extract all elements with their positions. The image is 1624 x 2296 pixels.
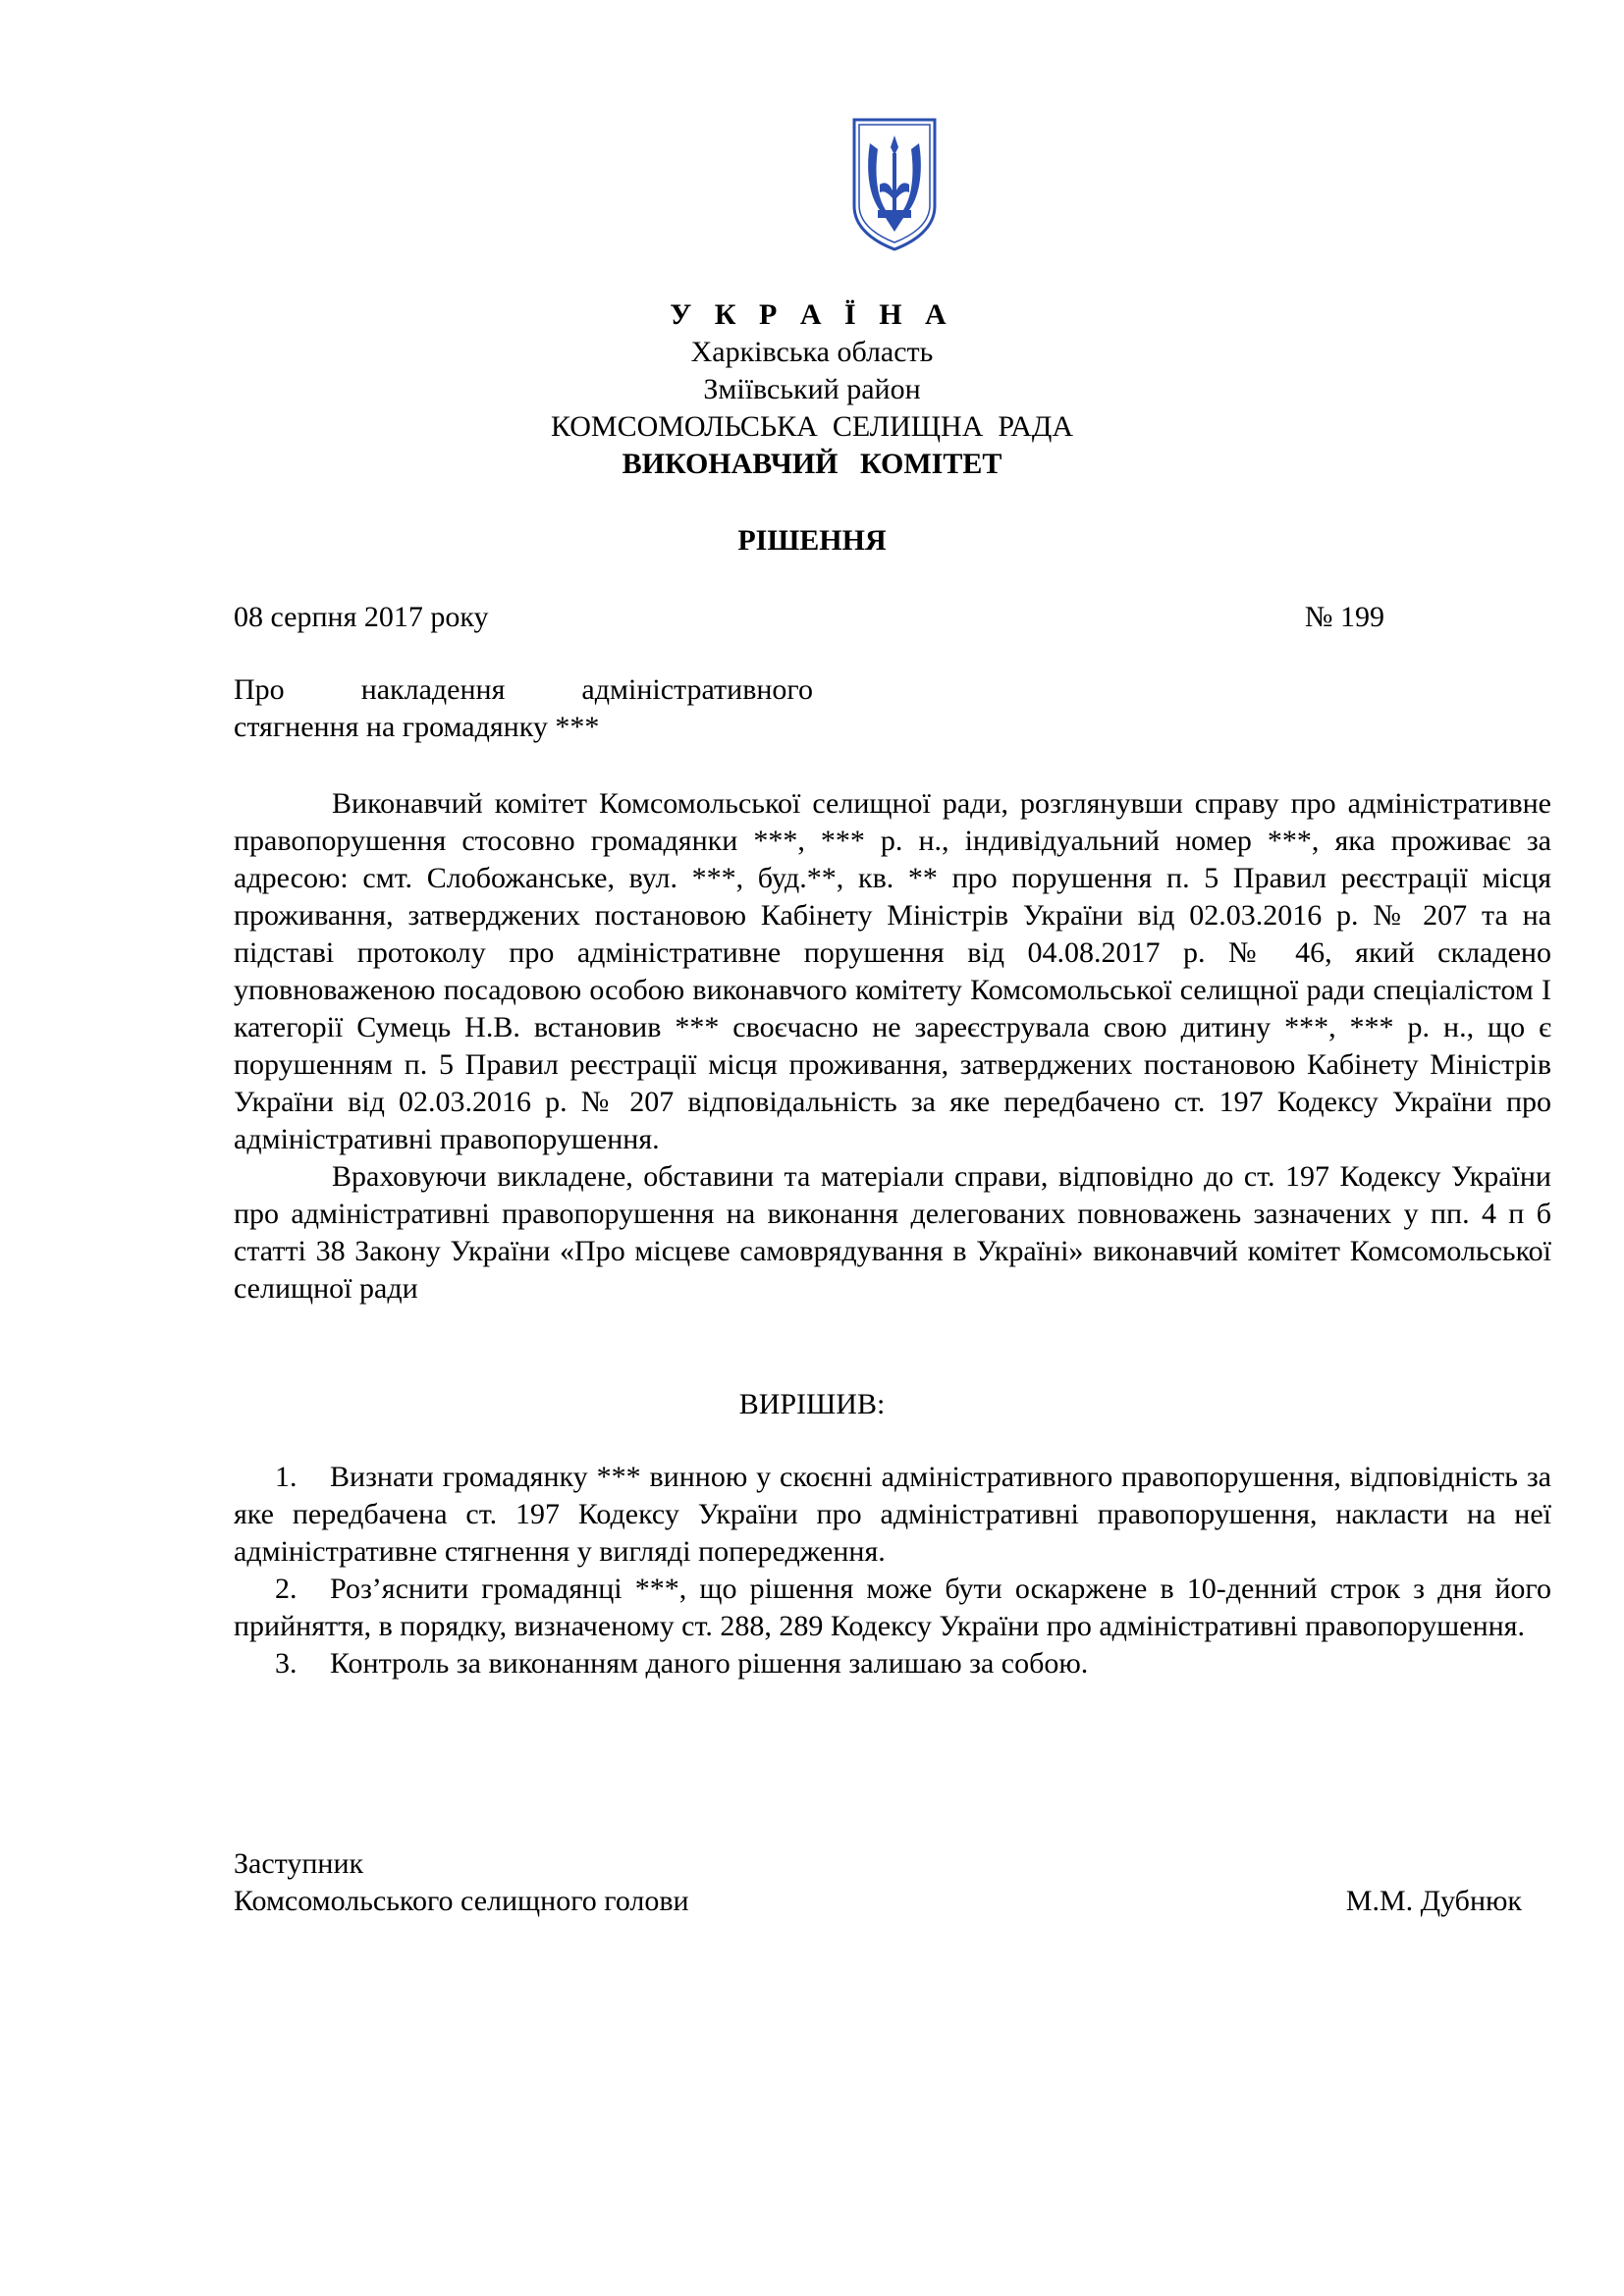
body-paragraph: Виконавчий комітет Комсомольської селищної ради, розглянувши справу про адміністративне правопорушення стосовно громадянки ***, *** р. н., індивідуальний номер ***, яка проживає за адресою: смт. Слобожанське, вул. ***, буд.**, кв. ** про порушення п. 5 Правил реєстрації місця проживання, затверджених постановою Кабінету Міністрів України від 02.03.2016 р. № 207 та на підставі протоколу про адміністративне порушення від 04.08.2017 р. № 46, який складено уповноваженою посадовою особою виконавчого комітету Комсомольської селищної ради спеціалістом І категорії Сумець Н.В. встановив *** своєчасно не зареєструвала свою дитину ***, *** р. н., що є порушенням п. 5 Правил реєстрації місця проживання, затверджених постановою Кабінету Міністрів України від 02.03.2016 р. № 207 відповідальність за яке передбачено ст. 197 Кодексу України про адміністративні правопорушення.	[234, 787, 1551, 1155]
document-type-heading: РІШЕННЯ	[737, 524, 887, 557]
tryzub-coat-of-arms-icon	[850, 116, 939, 253]
body-paragraph: Враховуючи викладене, обставини та матеріали справи, відповідно до ст. 197 Кодексу України про адміністративні правопорушення на виконання делегованих повноважень зазначених у пп. 4 п б статті 38 Закону України «Про місцеве самоврядування в Україні» виконавчий комітет Комсомольської селищної ради	[234, 1160, 1551, 1305]
decision-body	[234, 785, 1551, 1308]
country-heading: У К Р А Ї Н А	[670, 298, 954, 331]
decision-item-text: Контроль за виконанням даного рішення залишаю за собою.	[330, 1647, 1089, 1680]
decision-item	[234, 1571, 1551, 1645]
decision-number: № 199	[1304, 601, 1384, 633]
decision-item-number: 2.	[275, 1573, 298, 1605]
decision-date: 08 серпня 2017 року	[234, 601, 489, 633]
decision-subject	[234, 671, 813, 746]
decision-item-text: Роз’яснити громадянці ***, що рішення може бути оскаржене в 10-денний строк з дня його прийняття, в порядку, визначеному ст. 288, 289 Кодексу України про адміністративні правопорушення.	[234, 1573, 1551, 1642]
raion-line: Зміївський район	[703, 373, 921, 405]
decision-item-text: Визнати громадянку *** винною у скоєнні адміністративного правопорушення, відповідність за яке передбачена ст. 197 Кодексу України про адміністративні правопорушення, накласти на неї адміністративне стягнення у вигляді попередження.	[234, 1461, 1551, 1568]
decisions-list	[234, 1459, 1551, 1682]
decision-item	[234, 1459, 1551, 1571]
subject-line-1: Про накладення адміністративного	[234, 673, 813, 706]
committee-line: ВИКОНАВЧИЙ КОМІТЕТ	[622, 448, 1002, 480]
council-line: КОМСОМОЛЬСЬКА СЕЛИЩНА РАДА	[550, 410, 1074, 443]
oblast-line: Харківська область	[690, 336, 934, 368]
decision-item-number: 1.	[275, 1461, 298, 1493]
decision-item	[234, 1645, 1551, 1682]
resolved-heading: ВИРІШИВ:	[738, 1388, 886, 1420]
signatory-title-line-2: Комсомольського селищного голови	[234, 1885, 689, 1917]
subject-line-2: стягнення на громадянку ***	[234, 711, 600, 743]
signatory-title-line-1: Заступник	[234, 1847, 364, 1880]
decision-item-number: 3.	[275, 1647, 298, 1680]
signatory-name: М.М. Дубнюк	[1345, 1885, 1522, 1917]
